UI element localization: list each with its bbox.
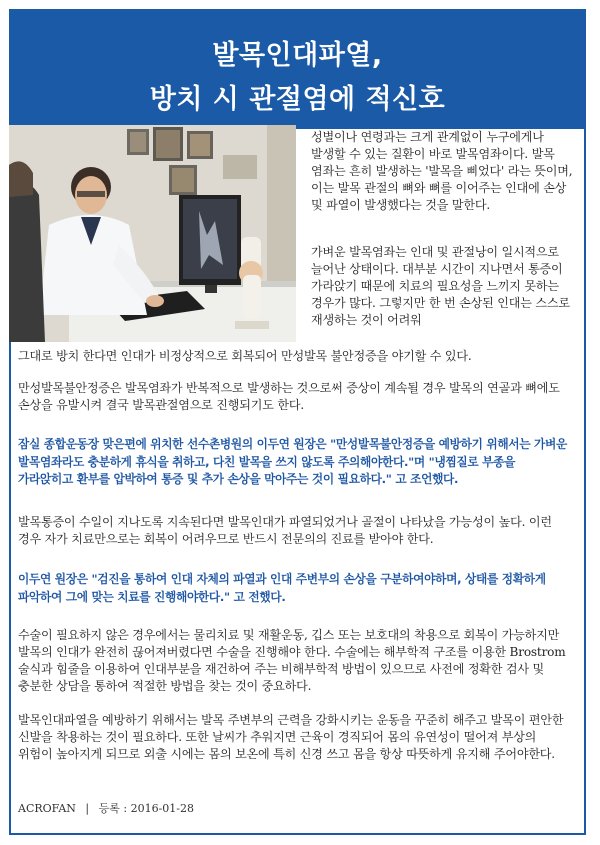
article-paragraph-7: 발목인대파열을 예방하기 위해서는 발목 주변부의 근력을 강화시키는 운동을 꾸준히 해주고 발목이 편안한 신발을 착용하는 것이 필요하다. 또한 날씨가 추워지면 근육이 경직되어 몸의 유연성이 떨어져 부상의 위험이 높아지게 되므로 외출 시에는 몸의 보온에 특히 신경 쓰고 몸을 항상 따뜻하게 유지해 주어야한다. (18, 713, 564, 761)
article-footer (18, 800, 200, 816)
title-line-1: 발목인대파열, (212, 40, 383, 71)
footer-separator: | (85, 802, 90, 815)
article-paragraph-5: 발목통증이 수일이 지나도록 지속된다면 발목인대가 파열되었거나 골절이 나타났을 가능성이 높다. 이런 경우 자가 치료만으로는 회복이 어려우므로 반드시 전문의의 진료를 받아야 한다. (18, 515, 552, 546)
registration-date: 등록 : 2016-01-28 (98, 802, 194, 815)
article-paragraph-2: 가벼운 발목염좌는 인대 및 관절낭이 일시적으로 늘어난 상태이다. 대부분 시간이 지나면서 통증이 가라앉기 때문에 치료의 필요성을 느끼지 못하는 경우가 많다. 그렇지만 한 번 손상된 인대는 스스로 재생하는 것이 어려워 (311, 245, 570, 327)
article-paragraph-1: 성별이나 연령과는 크게 관계없이 누구에게나 발생할 수 있는 질환이 바로 발목염좌이다. 발목 염좌는 흔히 발생하는 '발목을 삐었다' 라는 뜻이며, 이는 발목 관절의 뼈와 뼈를 이어주는 인대에 손상 및 파열이 발생했다는 것을 말한다. (311, 130, 573, 212)
header-banner (11, 11, 584, 129)
doctor-quote-1: 잠실 종합운동장 맞은편에 위치한 선수촌병원의 이두연 원장은 "만성발목불안정증을 예방하기 위해서는 가벼운 발목염좌라도 충분하게 휴식을 취하고, 다친 발목을 쓰지 않도록 주의해야한다."며 "냉찜질로 부종을 가라앉히고 환부를 압박하여 통증 및 추가 손상을 막아주는 것이 필요하다." 고 조언했다. (18, 437, 568, 486)
doctor-consultation-photo (9, 125, 296, 342)
source-label: ACROFAN (18, 802, 76, 815)
article-paragraph-6: 수술이 필요하지 않은 경우에서는 물리치료 및 재활운동, 깁스 또는 보호대의 착용으로 회복이 가능하지만 발목의 인대가 완전히 끊어져버렸다면 수술을 진행해야 한다. 수술에는 해부학적 구조를 이용한 Brostrom 술식과 힘줄을 이용하여 인대부분을 재건하여 주는 비해부학적 방법이 있으므로 사전에 정확한 검사 및 충분한 상담을 통하여 적절한 방법을 찾는 것이 중요하다. (18, 628, 566, 693)
title-line-2: 방치 시 관절염에 적신호 (149, 84, 446, 115)
doctor-quote-2: 이두연 원장은 "검진을 통하여 인대 자체의 파열과 인대 주변부의 손상을 구분하여야하며, 상태를 정확하게 파악하여 그에 맞는 치료를 진행해야한다." 고 전했다. (18, 572, 546, 604)
article-paragraph-3: 그대로 방치 한다면 인대가 비정상적으로 회복되어 만성발목 불안정증을 야기할 수 있다. (18, 349, 472, 363)
article-paragraph-4: 만성발목불안정증은 발목염좌가 반복적으로 발생하는 것으로써 증상이 계속될 경우 발목의 연골과 뼈에도 손상을 유발시켜 결국 발목관절염으로 진행되기도 한다. (18, 381, 560, 412)
